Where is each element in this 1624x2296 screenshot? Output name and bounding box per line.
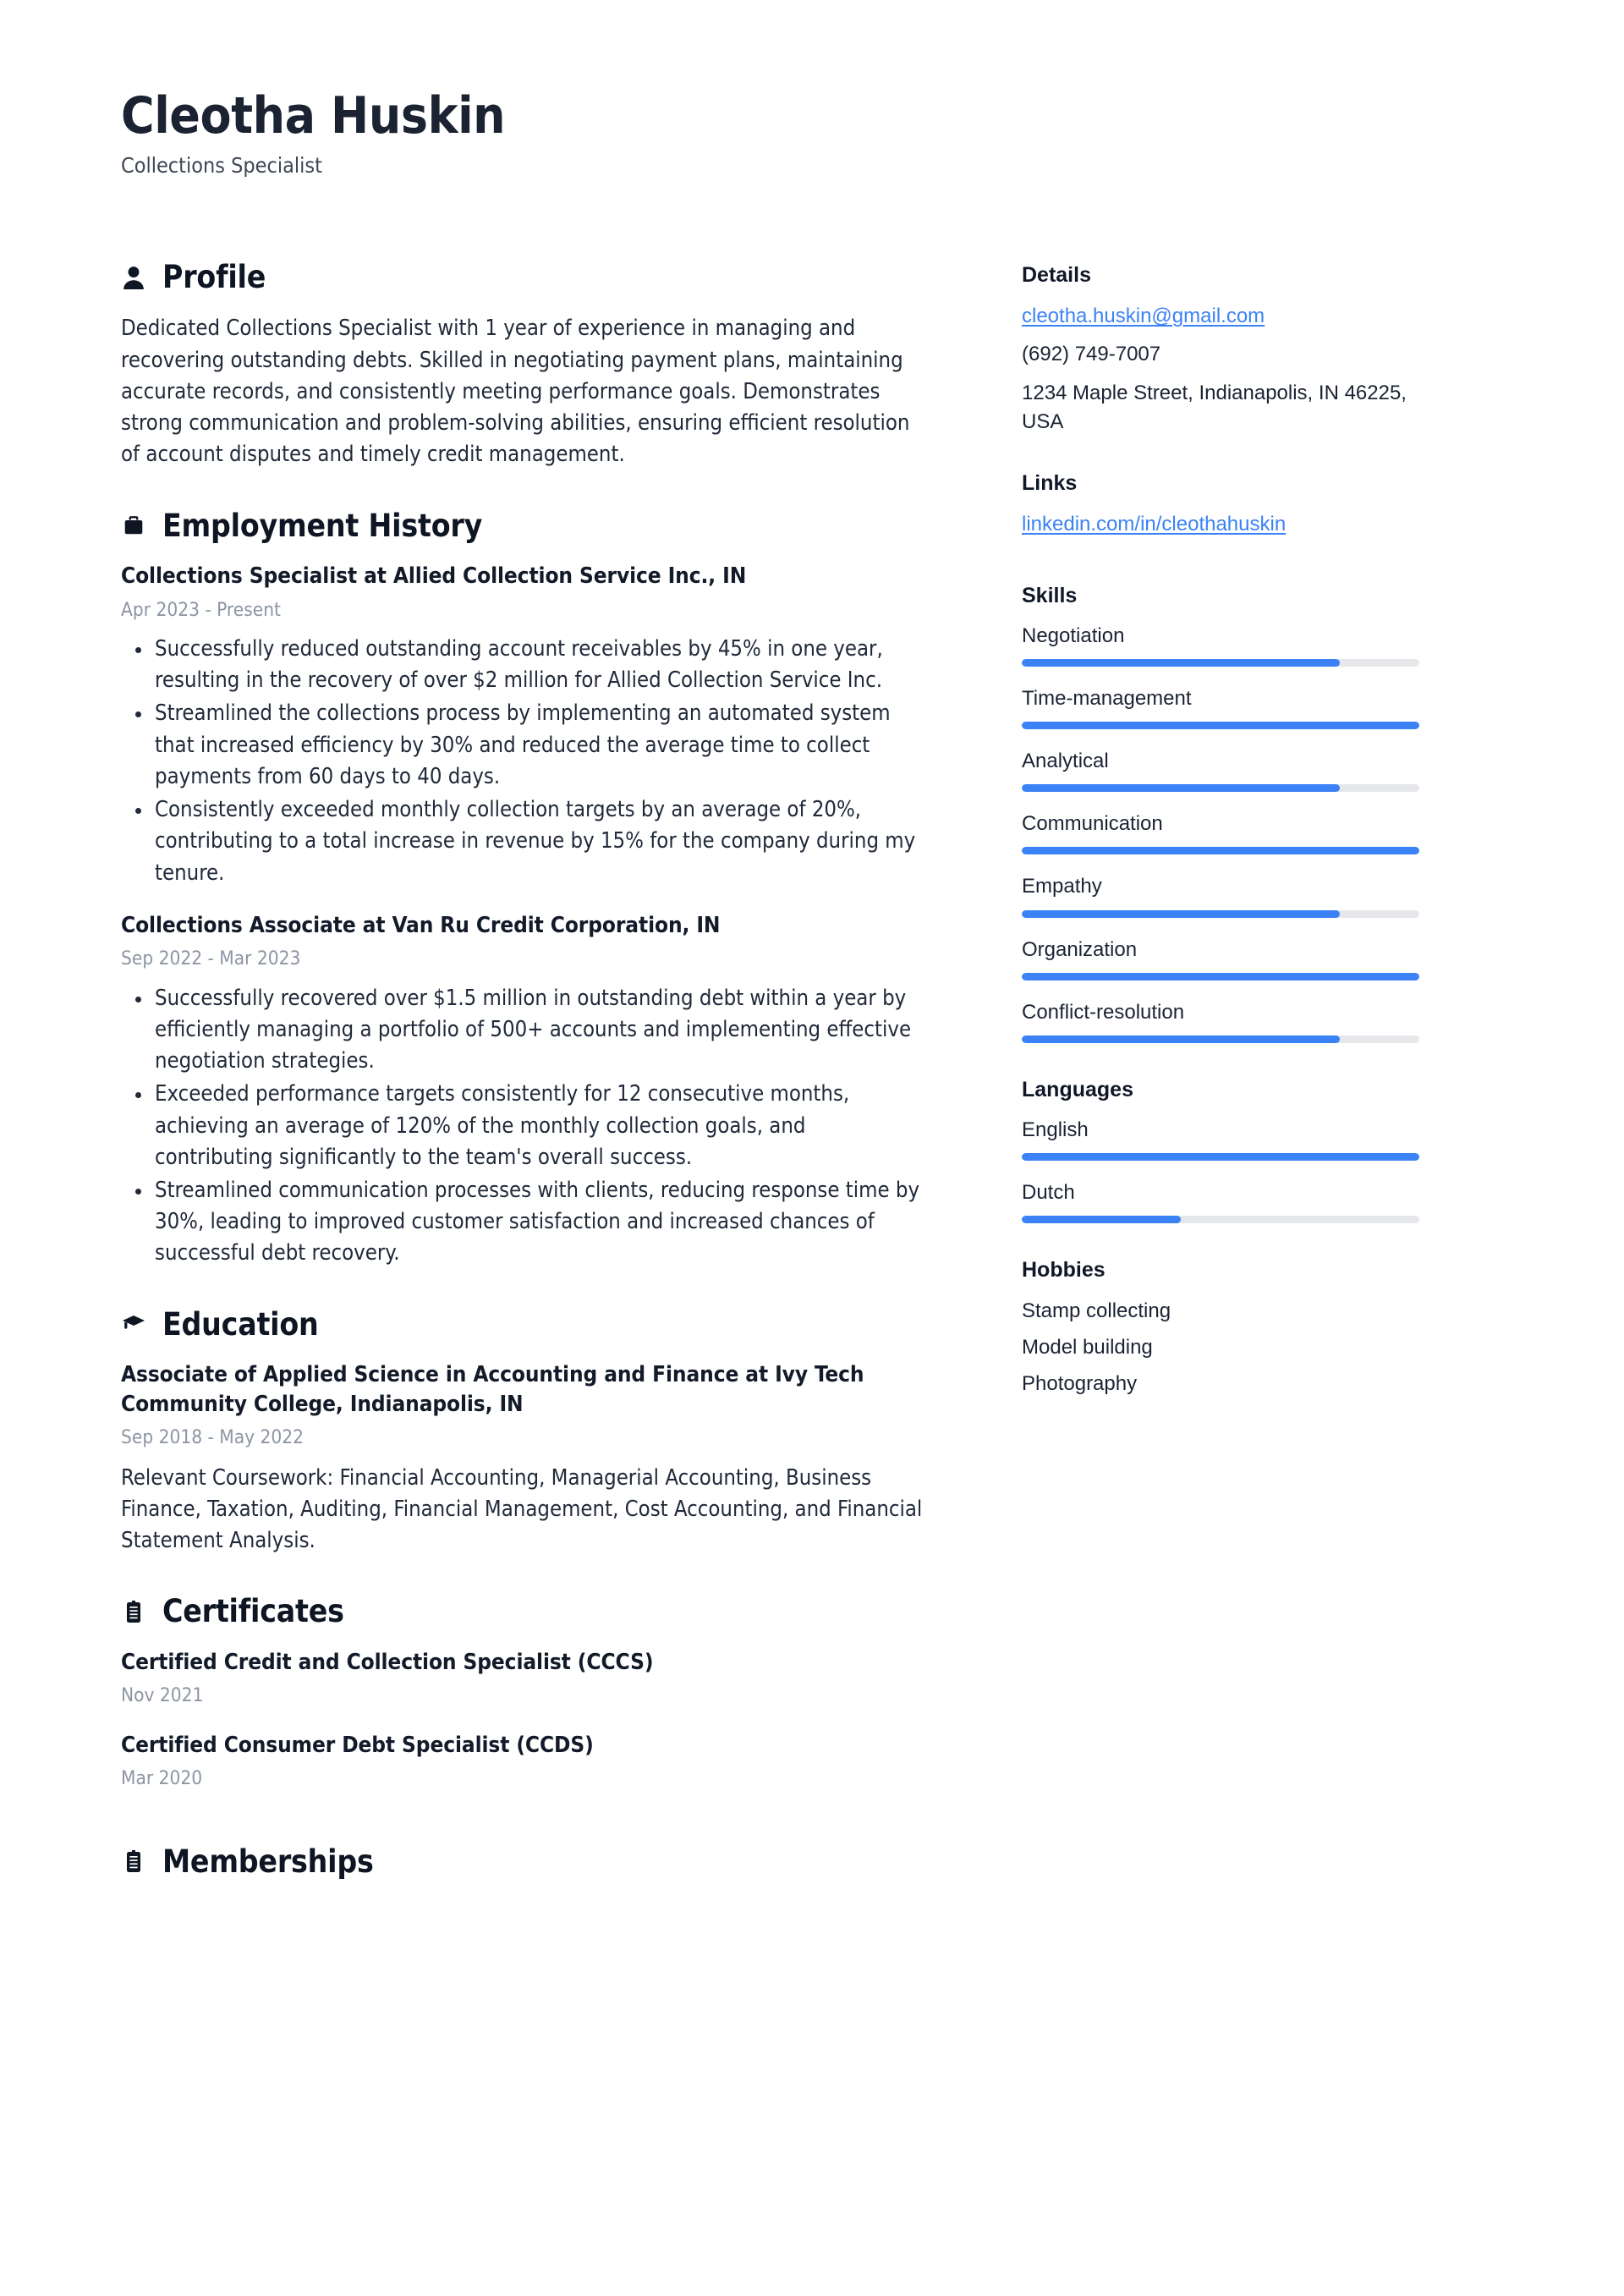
resume-columns bbox=[121, 260, 1522, 1916]
section-header-memberships bbox=[121, 1844, 929, 1879]
skill-meter-track bbox=[1022, 910, 1419, 918]
education-entry-title: Associate of Applied Science in Accounting and Finance at Ivy Tech Community College, Indianapolis, IN bbox=[121, 1362, 864, 1417]
sidebar-block-languages bbox=[1022, 1077, 1419, 1223]
section-header-education bbox=[121, 1307, 929, 1342]
list-item: Consistently exceeded monthly collection targets by an average of 20%, contributing to a total increase in revenue by 15% for the company during my tenure. bbox=[121, 794, 929, 889]
skill-meter-fill bbox=[1022, 973, 1419, 980]
skill-row bbox=[1022, 810, 1419, 854]
employment-entry-bullets bbox=[121, 983, 929, 1270]
candidate-job-title: Collections Specialist bbox=[121, 152, 322, 178]
language-meter-track bbox=[1022, 1216, 1419, 1223]
skill-label: Negotiation bbox=[1022, 623, 1125, 647]
sidebar-block-details bbox=[1022, 262, 1419, 437]
skill-label: Analytical bbox=[1022, 749, 1109, 772]
sidebar-title-hobbies: Hobbies bbox=[1022, 1258, 1106, 1283]
section-header-profile bbox=[121, 260, 929, 294]
skill-row bbox=[1022, 873, 1419, 917]
linkedin-link[interactable]: linkedin.com/in/cleothahuskin bbox=[1022, 513, 1287, 536]
skill-meter-track bbox=[1022, 722, 1419, 729]
section-title-memberships: Memberships bbox=[162, 1843, 374, 1880]
skill-label: Organization bbox=[1022, 937, 1138, 961]
section-profile bbox=[121, 260, 929, 471]
skill-meter-track bbox=[1022, 659, 1419, 667]
certificate-entry-title: Certified Credit and Collection Specialist (CCCS) bbox=[121, 1649, 654, 1675]
sidebar-block-links bbox=[1022, 470, 1419, 548]
sidebar-title-languages: Languages bbox=[1022, 1077, 1133, 1101]
certificate-entry bbox=[121, 1731, 929, 1792]
list-item: Successfully recovered over $1.5 million in outstanding debt within a year by efficiently managing a portfolio of 500+ accounts and implementing effective negotiation strategies. bbox=[121, 983, 929, 1078]
education-entry bbox=[121, 1360, 929, 1557]
employment-entry bbox=[121, 911, 929, 1270]
skill-meter-track bbox=[1022, 784, 1419, 792]
sidebar-block-hobbies bbox=[1022, 1257, 1419, 1398]
email-link[interactable]: cleotha.huskin@gmail.com bbox=[1022, 305, 1265, 328]
sidebar-title-links: Links bbox=[1022, 471, 1078, 496]
skill-label: Time-management bbox=[1022, 686, 1192, 710]
language-meter-fill bbox=[1022, 1153, 1419, 1161]
list-item: Successfully reduced outstanding account receivables by 45% in one year, resulting in the recovery of over $2 million for Allied Collection Service Inc. bbox=[121, 634, 929, 696]
list-item: Streamlined communication processes with clients, reducing response time by 30%, leading to improved customer satisfaction and increased chances of successful debt recovery. bbox=[121, 1175, 929, 1270]
skill-meter-track bbox=[1022, 973, 1419, 980]
skill-meter-fill bbox=[1022, 847, 1419, 854]
skill-meter-fill bbox=[1022, 1035, 1340, 1043]
language-row bbox=[1022, 1179, 1419, 1223]
resume-header bbox=[121, 86, 1522, 179]
certificate-entry bbox=[121, 1648, 929, 1709]
language-row bbox=[1022, 1117, 1419, 1161]
skill-meter-fill bbox=[1022, 659, 1340, 667]
skill-meter-fill bbox=[1022, 910, 1340, 918]
skill-meter-track bbox=[1022, 847, 1419, 854]
skill-label: Communication bbox=[1022, 812, 1163, 836]
employment-entry-bullets bbox=[121, 634, 929, 889]
section-title-certificates: Certificates bbox=[162, 1593, 344, 1630]
sidebar-column bbox=[1022, 260, 1419, 1432]
section-header-employment bbox=[121, 508, 929, 543]
employment-entry-date: Apr 2023 - Present bbox=[121, 598, 281, 621]
skill-row bbox=[1022, 748, 1419, 792]
phone-number: (692) 749-7007 bbox=[1022, 343, 1161, 366]
sidebar-block-skills bbox=[1022, 583, 1419, 1043]
language-meter-fill bbox=[1022, 1216, 1181, 1223]
graduation-cap-icon bbox=[121, 1311, 146, 1337]
skill-meter-fill bbox=[1022, 784, 1340, 792]
briefcase-icon bbox=[121, 513, 146, 538]
certificate-entry-title: Certified Consumer Debt Specialist (CCDS) bbox=[121, 1732, 594, 1758]
section-title-education: Education bbox=[162, 1305, 319, 1343]
certificate-entry-date: Mar 2020 bbox=[121, 1767, 203, 1790]
skill-meter-fill bbox=[1022, 722, 1419, 729]
education-entry-date: Sep 2018 - May 2022 bbox=[121, 1426, 304, 1449]
skill-label: Conflict-resolution bbox=[1022, 1000, 1185, 1024]
section-title-profile: Profile bbox=[162, 259, 266, 296]
sidebar-title-skills: Skills bbox=[1022, 583, 1078, 607]
clipboard-icon bbox=[121, 1599, 146, 1624]
skill-row bbox=[1022, 685, 1419, 729]
language-label: English bbox=[1022, 1118, 1089, 1141]
skill-row bbox=[1022, 623, 1419, 667]
section-title-employment: Employment History bbox=[162, 507, 483, 544]
employment-entry-date: Sep 2022 - Mar 2023 bbox=[121, 948, 301, 970]
sidebar-title-details: Details bbox=[1022, 263, 1091, 288]
hobby-item: Photography bbox=[1022, 1372, 1138, 1396]
skill-row bbox=[1022, 937, 1419, 980]
candidate-name: Cleotha Huskin bbox=[121, 86, 506, 146]
hobby-item: Model building bbox=[1022, 1336, 1153, 1359]
section-education bbox=[121, 1307, 929, 1557]
section-header-certificates bbox=[121, 1594, 929, 1629]
language-label: Dutch bbox=[1022, 1181, 1075, 1205]
employment-entry bbox=[121, 562, 929, 889]
person-icon bbox=[121, 265, 146, 290]
skill-row bbox=[1022, 999, 1419, 1043]
profile-text: Dedicated Collections Specialist with 1 year of experience in managing and recovering outstanding debts. Skilled in negotiating payment plans, maintaining accurate records, and consistently meeting performance goals. Demonstrates strong communication and problem-solving abilities, ensuring efficient resolution of account disputes and timely credit management. bbox=[121, 316, 910, 468]
certificate-entry-date: Nov 2021 bbox=[121, 1684, 204, 1707]
skill-meter-track bbox=[1022, 1035, 1419, 1043]
section-employment-history bbox=[121, 508, 929, 1270]
skill-label: Empathy bbox=[1022, 875, 1102, 898]
list-item: Streamlined the collections process by implementing an automated system that increased efficiency by 30% and reduced the average time to collect payments from 60 days to 40 days. bbox=[121, 698, 929, 793]
employment-entry-title: Collections Associate at Van Ru Credit Corporation, IN bbox=[121, 912, 721, 938]
clipboard-icon bbox=[121, 1848, 146, 1874]
section-memberships bbox=[121, 1844, 929, 1879]
employment-entry-title: Collections Specialist at Allied Collection Service Inc., IN bbox=[121, 563, 747, 590]
postal-address: 1234 Maple Street, Indianapolis, IN 46225, USA bbox=[1022, 381, 1407, 433]
section-certificates bbox=[121, 1594, 929, 1791]
language-meter-track bbox=[1022, 1153, 1419, 1161]
main-column bbox=[121, 260, 1022, 1916]
list-item: Exceeded performance targets consistently for 12 consecutive months, achieving an average of 120% of the monthly collection goals, and contributing significantly to the team's overall success. bbox=[121, 1079, 929, 1173]
hobby-item: Stamp collecting bbox=[1022, 1299, 1171, 1323]
education-entry-description: Relevant Coursework: Financial Accounting, Managerial Accounting, Business Finance, Taxation, Auditing, Financial Management, Cost Accounting, and Financial Statement Analysis. bbox=[121, 1464, 923, 1554]
